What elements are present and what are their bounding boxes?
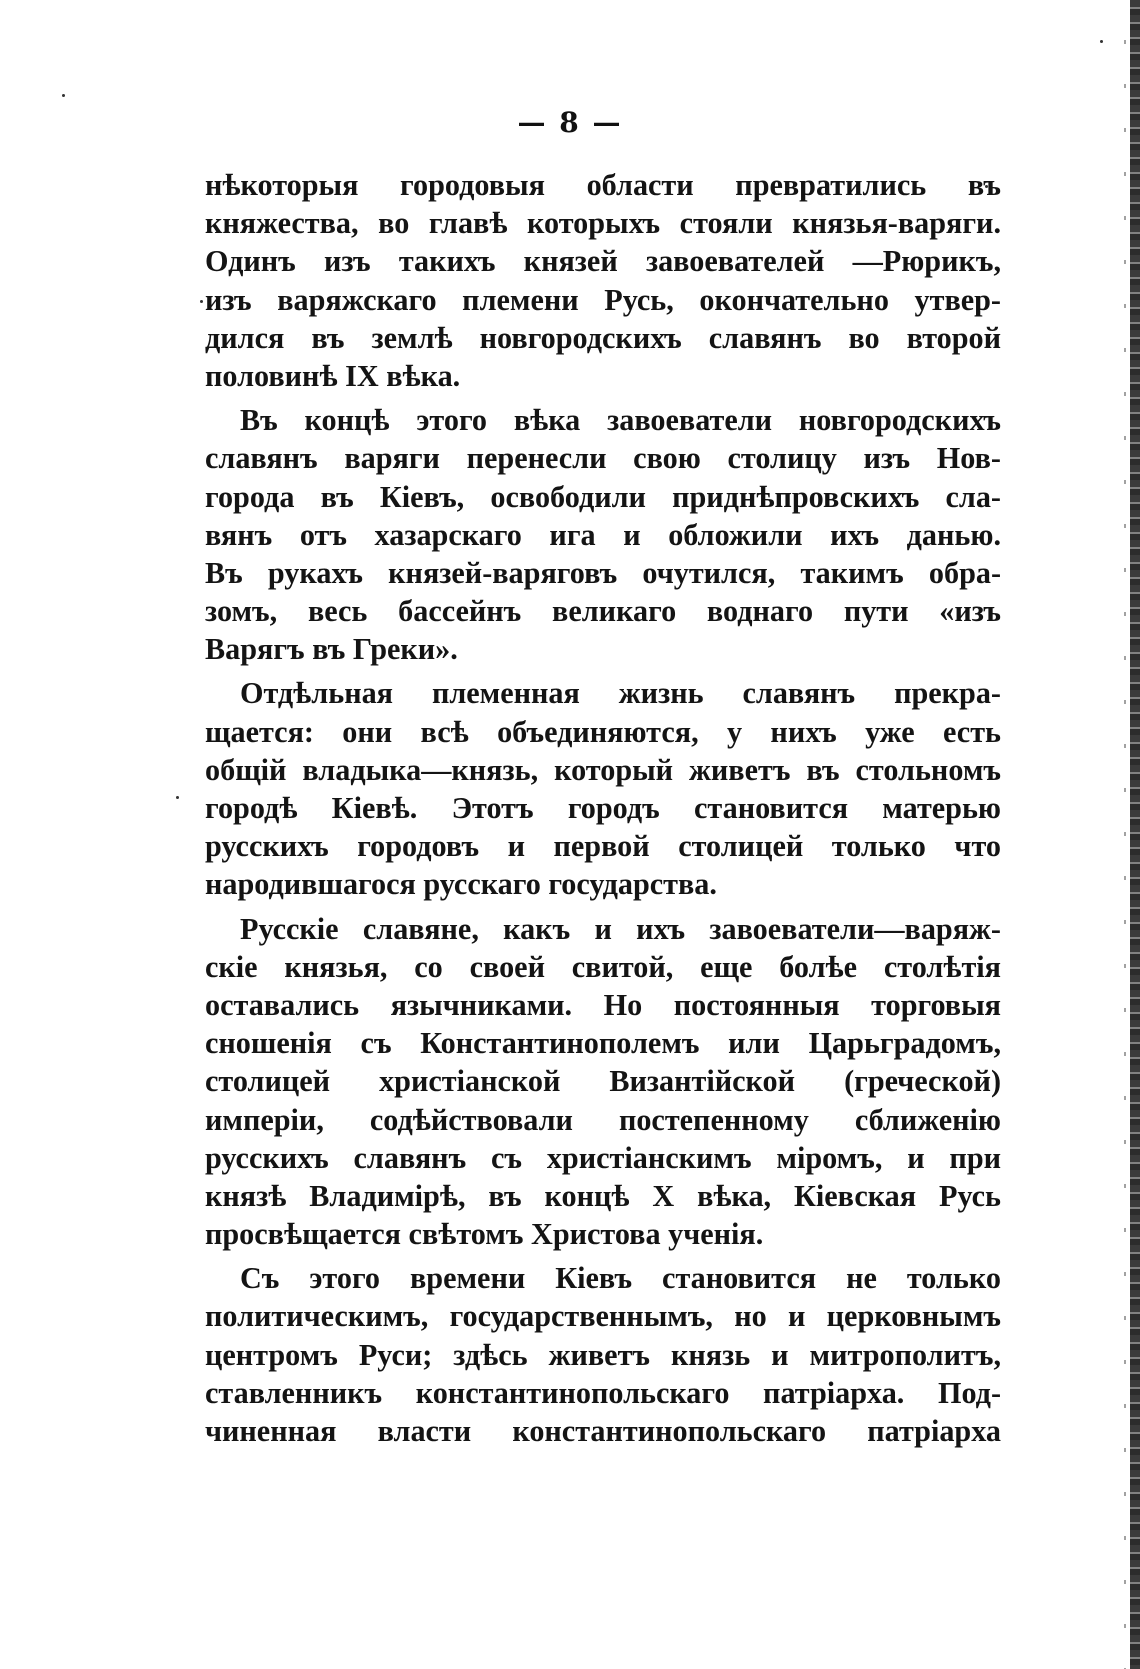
scan-speck [176, 796, 179, 799]
text-line: русскихъ славянъ съ христіанскимъ міромъ, и при [205, 1140, 1001, 1175]
text-line: изъ варяжскаго племени Русь, окончательно утвер- [205, 282, 1001, 317]
paragraph [205, 674, 1001, 903]
scan-edge-line [1124, 0, 1126, 1669]
text-line: князѣ Владимірѣ, въ концѣ X вѣка, Кіевская Русь [205, 1178, 1001, 1213]
text-line: Въ концѣ этого вѣка завоеватели новгородскихъ [240, 403, 1001, 438]
text-line: народившагося русскаго государства. [205, 867, 717, 902]
text-line: Въ рукахъ князей-варяговъ очутился, такимъ обра- [205, 555, 1001, 590]
paragraph [205, 166, 1001, 395]
text-line: нѣкоторыя городовыя области превратились въ [205, 168, 1001, 202]
text-line: просвѣщается свѣтомъ Христова ученія. [205, 1217, 764, 1252]
paragraph [205, 1259, 1001, 1450]
text-line: Русскіе славяне, какъ и ихъ завоеватели—варяж- [240, 911, 1001, 946]
text-line: ставленникъ константинопольскаго патріарха. Под- [205, 1375, 1001, 1410]
text-line: сношенія съ Константинополемъ или Царьградомъ, [205, 1026, 1001, 1061]
text-line: города въ Кіевъ, освободили приднѣпровскихъ сла- [205, 479, 1001, 514]
text-line: славянъ варяги перенесли свою столицу изъ Нов- [205, 441, 1001, 476]
text-line: зомъ, весь бассейнъ великаго воднаго пути «изъ [205, 594, 1001, 629]
body-text [205, 166, 1001, 1456]
text-line: Одинъ изъ такихъ князей завоевателей —Рюрикъ, [205, 244, 1001, 279]
text-line: столицей христіанской Византійской (греческой) [205, 1064, 1001, 1099]
text-line: имперіи, содѣйствовали постепенному сближенію [205, 1102, 1001, 1137]
page-number: — 8 — [517, 106, 623, 139]
scan-speck [62, 94, 65, 97]
text-line: скіе князья, со своей свитой, еще болѣе столѣтія [205, 949, 1001, 984]
text-line: дился въ землѣ новгородскихъ славянъ во второй [205, 320, 1001, 355]
text-line: политическимъ, государственнымъ, но и церковнымъ [205, 1299, 1001, 1334]
paragraph [205, 401, 1001, 668]
text-line: русскихъ городовъ и первой столицей только что [205, 829, 1001, 864]
text-line: вянъ отъ хазарскаго ига и обложили ихъ данью. [205, 517, 1001, 552]
text-line: княжества, во главѣ которыхъ стояли князья-варяги. [205, 206, 1001, 241]
scan-edge-shadow [1130, 0, 1140, 1669]
text-line: общій владыка—князь, который живетъ въ стольномъ [205, 752, 1001, 787]
text-line: Отдѣльная племенная жизнь славянъ прекра- [240, 676, 1001, 711]
text-line: Варягъ въ Греки». [205, 632, 458, 667]
scan-speck [200, 300, 203, 303]
text-line: щается: они всѣ объединяются, у нихъ уже есть [205, 714, 1001, 749]
text-line: городѣ Кіевѣ. Этотъ городъ становится матерью [205, 791, 1001, 825]
scan-speck [1100, 40, 1103, 43]
text-line: Съ этого времени Кіевъ становится не только [240, 1261, 1001, 1296]
text-line: половинѣ IX вѣка. [205, 358, 461, 393]
text-line: оставались язычниками. Но постоянныя торговыя [205, 987, 1001, 1022]
text-line: чиненная власти константинопольскаго патріарха [205, 1414, 1001, 1448]
text-line: центромъ Руси; здѣсь живетъ князь и митрополитъ, [205, 1337, 1001, 1372]
paragraph [205, 910, 1001, 1254]
